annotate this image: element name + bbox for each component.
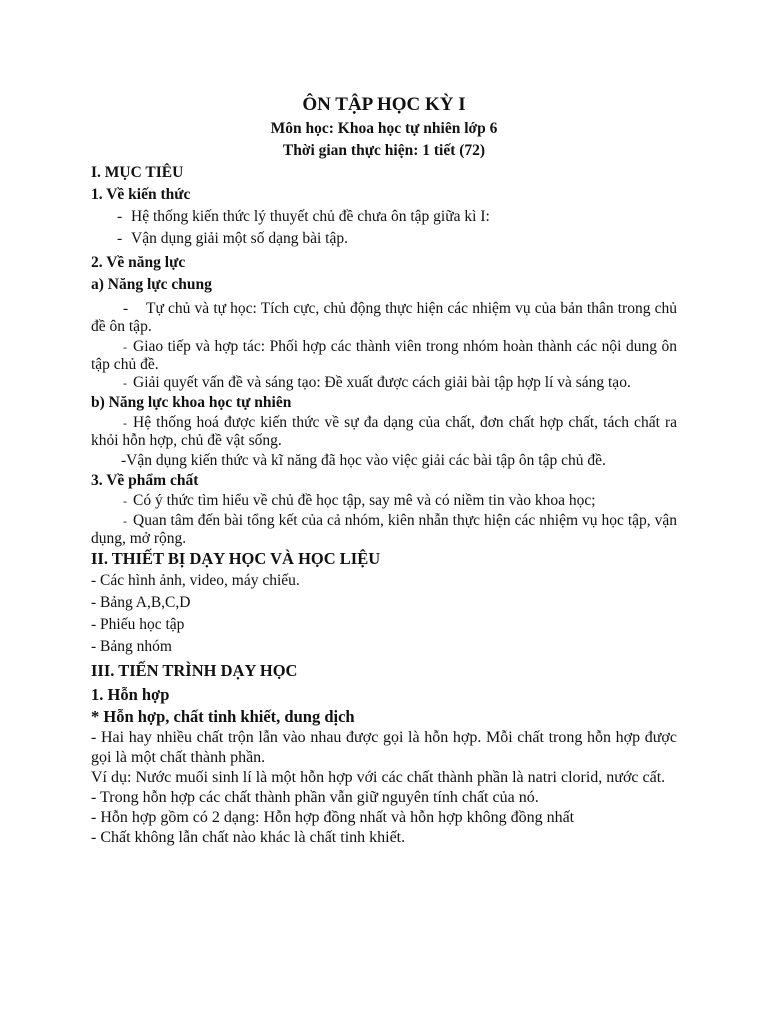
list-item: - Bảng nhóm	[91, 638, 172, 655]
mixture-heading: 1. Hỗn hợp	[91, 685, 170, 704]
document-title: ÔN TẬP HỌC KỲ I	[302, 94, 466, 115]
general-competence-heading: a) Năng lực chung	[91, 276, 212, 293]
section-3-heading: III. TIẾN TRÌNH DẠY HỌC	[91, 661, 298, 680]
qualities-heading: 3. Về phẩm chất	[91, 472, 199, 489]
list-item: - Hệ thống kiến thức lý thuyết chủ đề chưa ôn tập giữa kì I:	[117, 208, 490, 225]
paragraph: - Hai hay nhiều chất trộn lẫn vào nhau được gọi là hỗn hợp. Mỗi chất trong hỗn hợp được gọi là một chất thành phần.	[91, 729, 677, 766]
section-2-heading: II. THIẾT BỊ DẠY HỌC VÀ HỌC LIỆU	[91, 549, 381, 568]
list-item: - Các hình ảnh, video, máy chiếu.	[91, 572, 300, 589]
competence-heading: 2. Về năng lực	[91, 254, 186, 271]
science-competence-heading: b) Năng lực khoa học tự nhiên	[91, 394, 292, 411]
paragraph: - Trong hỗn hợp các chất thành phần vẫn giữ nguyên tính chất của nó.	[91, 789, 539, 806]
list-item: - Quan tâm đến bài tổng kết của cả nhóm, kiên nhẫn thực hiện các nhiệm vụ học tập, vận dụng, mở rộng.	[91, 512, 677, 547]
subject-line: Môn học: Khoa học tự nhiên lớp 6	[270, 120, 498, 137]
paragraph: Ví dụ: Nước muối sinh lí là một hỗn hợp với các chất thành phần là natri clorid, nước cất.	[91, 769, 666, 786]
list-item: - Giao tiếp và hợp tác: Phối hợp các thành viên trong nhóm hoàn thành các nội dung ôn tập chủ đề.	[91, 338, 677, 373]
list-item: - Hệ thống hoá được kiến thức về sự đa dạng của chất, đơn chất hợp chất, tách chất ra khỏi hỗn hợp, chủ đề vật sống.	[91, 414, 677, 449]
section-1-heading: I. MỤC TIÊU	[91, 164, 184, 181]
list-item: - Có ý thức tìm hiểu về chủ đề học tập, say mê và có niềm tin vào khoa học;	[123, 492, 596, 509]
duration-line: Thời gian thực hiện: 1 tiết (72)	[282, 142, 486, 159]
list-item: - Giải quyết vấn đề và sáng tạo: Đề xuất được cách giải bài tập hợp lí và sáng tạo.	[123, 374, 631, 391]
list-item: - Phiếu học tập	[91, 616, 185, 633]
list-item: - Tự chủ và tự học: Tích cực, chủ động thực hiện các nhiệm vụ của bản thân trong chủ đề ôn tập.	[91, 300, 677, 335]
paragraph: - Hỗn hợp gồm có 2 dạng: Hỗn hợp đồng nhất và hỗn hợp không đồng nhất	[91, 809, 575, 826]
list-item: -Vận dụng kiến thức và kĩ năng đã học vào việc giải các bài tập ôn tập chủ đề.	[121, 452, 606, 469]
knowledge-heading: 1. Về kiến thức	[91, 186, 191, 203]
mixture-subheading: * Hỗn hợp, chất tinh khiết, dung dịch	[91, 707, 355, 726]
document-page	[91, 92, 677, 848]
list-item: - Bảng A,B,C,D	[91, 594, 191, 611]
list-item: - Vận dụng giải một số dạng bài tập.	[117, 230, 348, 247]
paragraph: - Chất không lẫn chất nào khác là chất tinh khiết.	[91, 829, 406, 846]
